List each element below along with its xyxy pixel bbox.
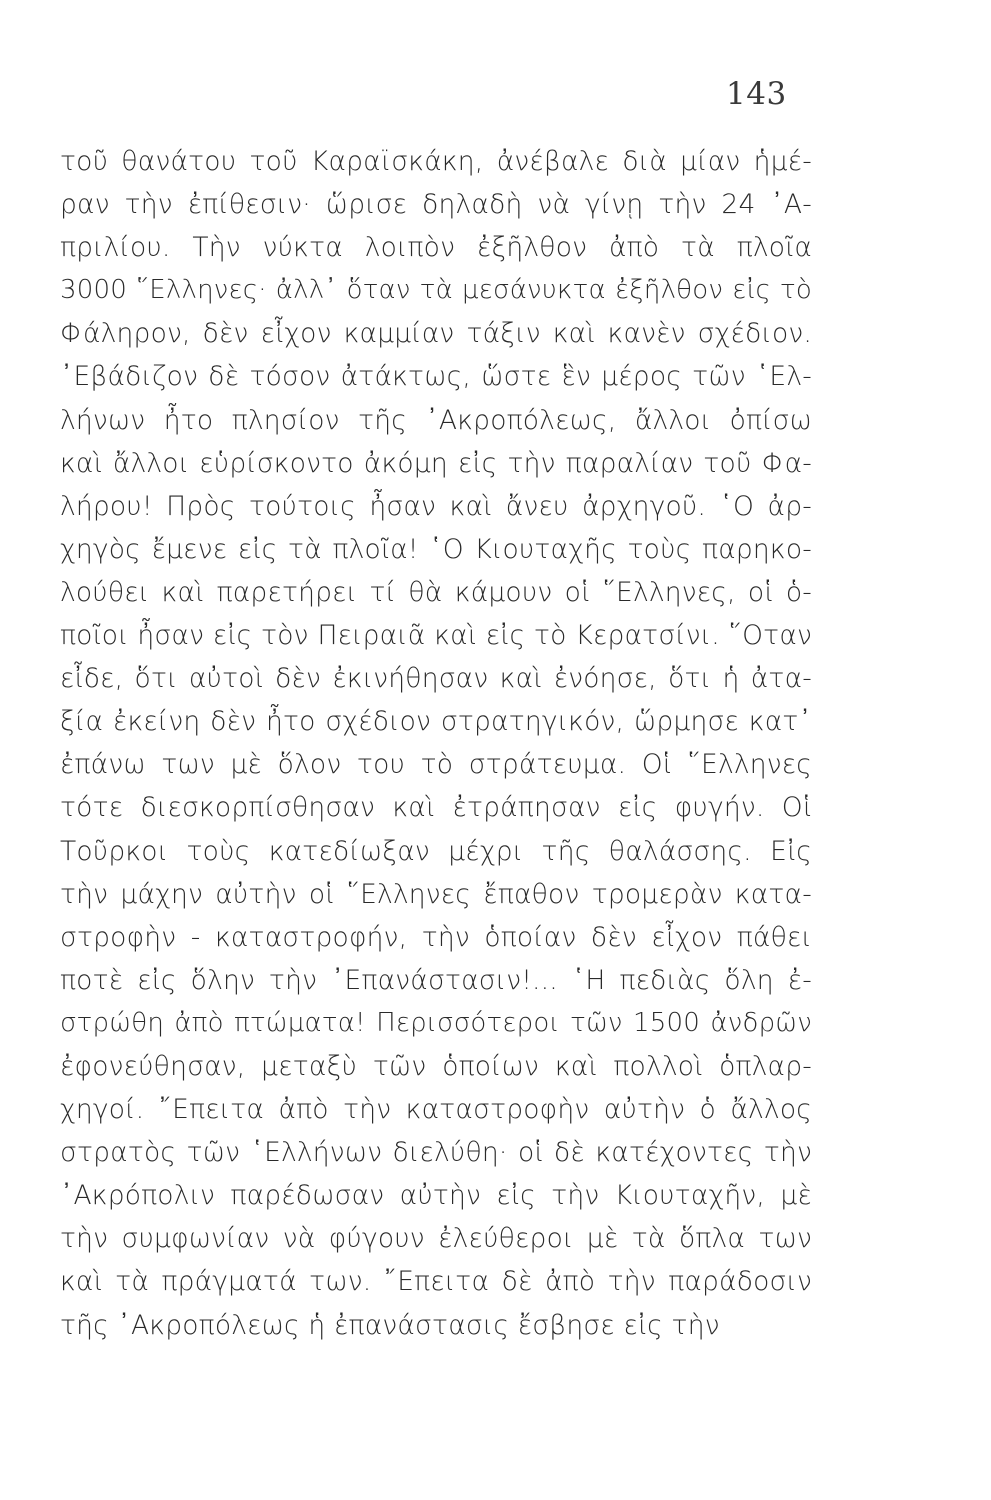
body-text xyxy=(60,140,812,1347)
text-line: χηγὸς ἔμενε εἰς τὰ πλοῖα! ῾Ο Κιουταχῆς τοὺς παρηκο- xyxy=(60,533,812,565)
text-line: στροφὴν - καταστροφήν, τὴν ὁποίαν δὲν εἶχον πάθει xyxy=(60,921,812,953)
text-line: λούθει καὶ παρετήρει τί θὰ κάμουν οἱ ῞Ελληνες, οἱ ὁ- xyxy=(60,576,812,608)
text-line: ποτὲ εἰς ὅλην τὴν ᾿Επανάστασιν!... ῾Η πεδιὰς ὅλη ἐ- xyxy=(60,964,812,996)
text-line: λήρου! Πρὸς τούτοις ἦσαν καὶ ἄνευ ἀρχηγοῦ. ῾Ο ἀρ- xyxy=(60,490,812,522)
text-line: ᾿Εβάδιζον δὲ τόσον ἀτάκτως, ὥστε ἓν μέρος τῶν ῾Ελ- xyxy=(60,361,812,393)
text-line: εἶδε, ὅτι αὐτοὶ δὲν ἐκινήθησαν καὶ ἐνόησε, ὅτι ἡ ἀτα- xyxy=(60,663,812,695)
text-line: ποῖοι ἦσαν εἰς τὸν Πειραιᾶ καὶ εἰς τὸ Κερατσίνι. ῞Οταν xyxy=(60,620,812,652)
text-line: ξία ἐκείνη δὲν ἦτο σχέδιον στρατηγικόν, ὥρμησε κατ᾿ xyxy=(60,706,812,738)
text-line: ραν τὴν ἐπίθεσιν· ὥρισε δηλαδὴ νὰ γίνῃ τὴν 24 ᾿Α- xyxy=(60,189,812,221)
text-line: στρατὸς τῶν ῾Ελλήνων διελύθη· οἱ δὲ κατέχοντες τὴν xyxy=(60,1137,812,1169)
text-line: στρώθη ἀπὸ πτώματα! Περισσότεροι τῶν 1500 ἀνδρῶν xyxy=(60,1007,812,1038)
text-line: καὶ ἄλλοι εὑρίσκοντο ἀκόμη εἰς τὴν παραλίαν τοῦ Φα- xyxy=(60,447,812,479)
text-line: Φάληρον, δὲν εἶχον καμμίαν τάξιν καὶ κανὲν σχέδιον. xyxy=(60,318,812,350)
text-line: καὶ τὰ πράγματά των. ῎Επειτα δὲ ἀπὸ τὴν παράδοσιν xyxy=(60,1266,812,1298)
text-line: λήνων ἦτο πλησίον τῆς ᾿Ακροπόλεως, ἄλλοι ὀπίσω xyxy=(60,404,812,436)
text-line: τὴν μάχην αὐτὴν οἱ ῞Ελληνες ἔπαθον τρομερὰν κατα- xyxy=(60,878,812,910)
text-line: 3000 ῞Ελληνες· ἀλλ᾿ ὅταν τὰ μεσάνυκτα ἐξῆλθον εἰς τὸ xyxy=(60,275,812,306)
text-line: πριλίου. Τὴν νύκτα λοιπὸν ἐξῆλθον ἀπὸ τὰ πλοῖα xyxy=(60,232,812,264)
text-line: τότε διεσκορπίσθησαν καὶ ἐτράπησαν εἰς φυγήν. Οἱ xyxy=(60,792,812,824)
text-line: χηγοί. ῎Επειτα ἀπὸ τὴν καταστροφὴν αὐτὴν ὁ ἄλλος xyxy=(60,1094,812,1126)
page-number: 143 xyxy=(726,76,787,112)
text-line: τοῦ θανάτου τοῦ Καραϊσκάκη, ἀνέβαλε διὰ μίαν ἡμέ- xyxy=(60,146,812,177)
text-line: τῆς ᾿Ακροπόλεως ἡ ἐπανάστασις ἔσβησε εἰς τὴν xyxy=(60,1309,720,1341)
text-line: ἐπάνω των μὲ ὅλον του τὸ στράτευμα. Οἱ ῞Ελληνες xyxy=(60,749,812,781)
text-line: ᾿Ακρόπολιν παρέδωσαν αὐτὴν εἰς τὴν Κιουταχῆν, μὲ xyxy=(60,1180,812,1212)
text-line: Τοῦρκοι τοὺς κατεδίωξαν μέχρι τῆς θαλάσσης. Εἰς xyxy=(60,835,812,867)
text-line: ἐφονεύθησαν, μεταξὺ τῶν ὁποίων καὶ πολλοὶ ὁπλαρ- xyxy=(60,1050,812,1082)
text-line: τὴν συμφωνίαν νὰ φύγουν ἐλεύθεροι μὲ τὰ ὅπλα των xyxy=(60,1223,812,1255)
